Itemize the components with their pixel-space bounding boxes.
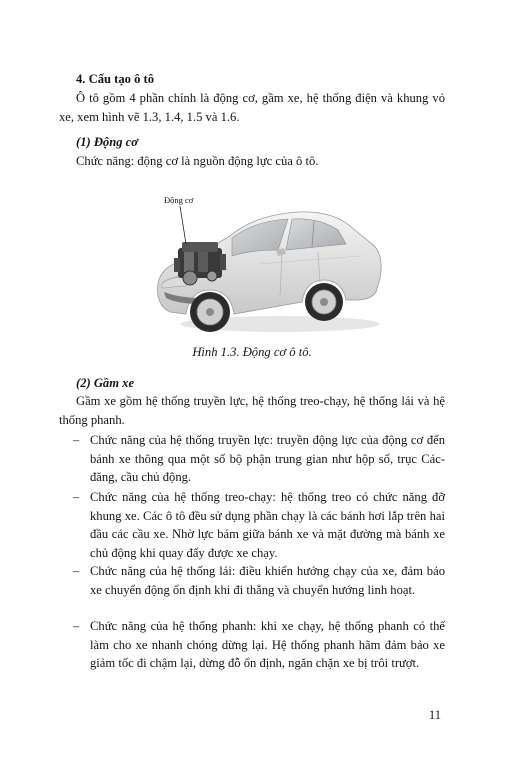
list-item-text: Chức năng của hệ thống truyền lực: truyền động lực của động cơ đến bánh xe thông qua một số bộ phận trung gian như hộp số, trục Các-đăng, cầu chủ động.	[90, 433, 445, 484]
list-dash: –	[73, 564, 80, 578]
list-item-text: Chức năng của hệ thống lái: điều khiển hướng chạy của xe, đảm bảo xe chuyển động ổn định khi đi thẳng và chuyển hướng linh hoạt.	[90, 564, 445, 597]
section-intro: Ô tô gồm 4 phần chính là động cơ, gầm xe, hệ thống điện và khung vỏ xe, xem hình vẽ 1.3, 1.4, 1.5 và 1.6.	[59, 91, 445, 124]
list-item	[73, 431, 445, 487]
page-number: 11	[428, 708, 441, 722]
car-engine-figure	[150, 192, 385, 337]
list-item	[73, 488, 445, 562]
engine-title: (1) Động cơ	[76, 135, 139, 149]
list-item-text: Chức năng của hệ thống phanh: khi xe chạy, hệ thống phanh có thể làm cho xe nhanh chóng dừng lại. Hệ thống phanh hãm đảm bảo xe giảm tốc đi chậm lại, dừng đỗ ổn định, ngăn chặn xe bị trôi trượt.	[90, 619, 445, 670]
section-heading: 4. Cấu tạo ô tô	[76, 72, 155, 86]
chassis-title: (2) Gầm xe	[76, 376, 135, 390]
list-dash: –	[73, 490, 80, 504]
car-illustration	[150, 192, 385, 337]
engine-callout-label: Động cơ	[164, 195, 194, 205]
figure-caption: Hình 1.3. Động cơ ô tô.	[192, 345, 312, 359]
list-item	[73, 562, 445, 599]
chassis-intro: Gầm xe gồm hệ thống truyền lực, hệ thống treo-chạy, hệ thống lái và hệ thống phanh.	[59, 394, 445, 427]
rear-wheel	[305, 283, 343, 321]
list-item	[73, 617, 445, 673]
engine-function-text: Chức năng: động cơ là nguồn động lực của ô tô.	[76, 154, 319, 168]
front-wheel	[190, 292, 230, 332]
list-dash: –	[73, 619, 80, 633]
list-item-text: Chức năng của hệ thống treo-chạy: hệ thống treo có chức năng đỡ khung xe. Các ô tô đều sử dụng phần chạy là các bánh hơi lắp trên hai đầu các cầu xe. Nhờ lực bám giữa bánh xe và mặt đường mà bánh xe chủ động khi quay đẩy được xe chạy.	[90, 490, 445, 560]
callout-line	[180, 206, 186, 244]
list-dash: –	[73, 433, 80, 447]
